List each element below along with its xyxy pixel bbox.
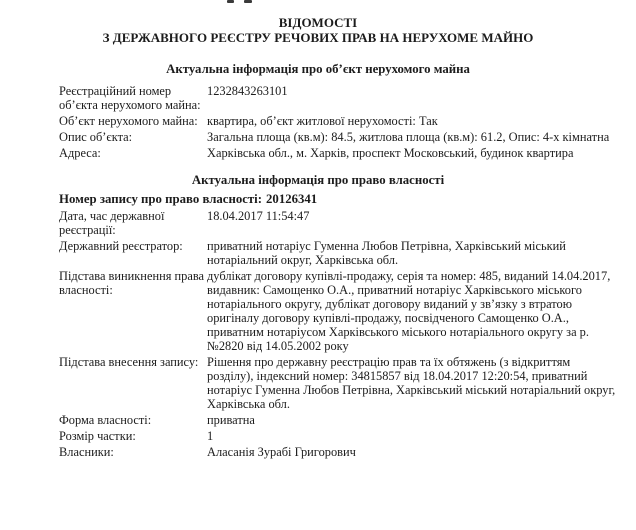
ownership-record-number-value: 20126341	[266, 192, 318, 206]
registration-number-value: 1232843263101	[207, 84, 288, 98]
ownership-basis-row	[0, 269, 636, 353]
share-size-value: 1	[207, 429, 214, 443]
document-title-line1: ВІДОМОСТІ	[278, 15, 358, 30]
registration-number-row	[0, 84, 636, 112]
address-value: Харківська обл., м. Харків, проспект Московський, будинок квартира	[207, 146, 574, 160]
property-section-heading: Актуальна інформація про об’єкт нерухомого майна	[166, 62, 470, 76]
address-row	[0, 146, 636, 160]
registration-datetime-row	[0, 209, 636, 237]
registration-datetime-value: 18.04.2017 11:54:47	[207, 209, 310, 223]
registration-number-label: Реєстраційний номер об’єкта нерухомого майна:	[59, 84, 201, 112]
share-size-row	[0, 429, 636, 443]
document-title-line2: З ДЕРЖАВНОГО РЕЄСТРУ РЕЧОВИХ ПРАВ НА НЕРУХОМЕ МАЙНО	[102, 29, 534, 45]
object-description-row	[0, 130, 636, 144]
clipped-text-fragment	[227, 0, 234, 3]
clipped-top-line	[0, 0, 636, 5]
object-description-label: Опис об’єкта:	[59, 130, 133, 144]
property-object-row	[0, 114, 636, 128]
entry-basis-row	[0, 355, 636, 411]
ownership-record-number	[0, 192, 636, 206]
entry-basis-value: Рішення про державну реєстрацію прав та їх обтяжень (з відкриттям розділу), індексний номер: 34815857 від 18.04.2017 12:20:54, приватний нотаріус Гуменна Любов Петрівна, Харківський міський нотаріальний округ, Харківська обл.	[207, 355, 616, 411]
ownership-basis-label: Підстава виникнення права власності:	[59, 269, 205, 297]
property-object-value: квартира, об’єкт житлової нерухомості: Так	[207, 114, 438, 128]
owners-label: Власники:	[59, 445, 114, 459]
ownership-form-label: Форма власності:	[59, 413, 152, 427]
state-registrar-label: Державний реєстратор:	[59, 239, 183, 253]
property-object-label: Об’єкт нерухомого майна:	[59, 114, 198, 128]
ownership-basis-value: дублікат договору купівлі-продажу, серія та номер: 485, виданий 14.04.2017, видавник: Самощенко О.А., приватний нотаріус Харківського міського нотаріального округу, дублікат договору виданий у зв’язку з втратою оригіналу договору купівлі-продажу, посвідченого Самощенко О.А., приватним нотаріусом Харківського міського нотаріального округу за р. №2820 від 14.05.2002 року	[207, 269, 611, 353]
ownership-form-value: приватна	[207, 413, 255, 427]
document-title	[0, 16, 636, 45]
owners-row	[0, 445, 636, 459]
clipped-text-fragment	[244, 0, 252, 3]
state-registrar-row	[0, 239, 636, 267]
registration-datetime-label: Дата, час державної реєстрації:	[59, 209, 165, 237]
object-description-value: Загальна площа (кв.м): 84.5, житлова площа (кв.м): 61.2, Опис: 4-х кімнатна	[207, 130, 610, 144]
ownership-section-heading: Актуальна інформація про право власності	[191, 173, 445, 187]
share-size-label: Розмір частки:	[59, 429, 136, 443]
entry-basis-label: Підстава внесення запису:	[59, 355, 199, 369]
address-label: Адреса:	[59, 146, 101, 160]
owners-value: Аласанія Зурабі Григорович	[207, 445, 356, 459]
ownership-record-number-label: Номер запису про право власності:	[59, 192, 263, 206]
state-registrar-value: приватний нотаріус Гуменна Любов Петрівна, Харківський міський нотаріальний округ, Харківська обл.	[207, 239, 566, 267]
ownership-form-row	[0, 413, 636, 427]
